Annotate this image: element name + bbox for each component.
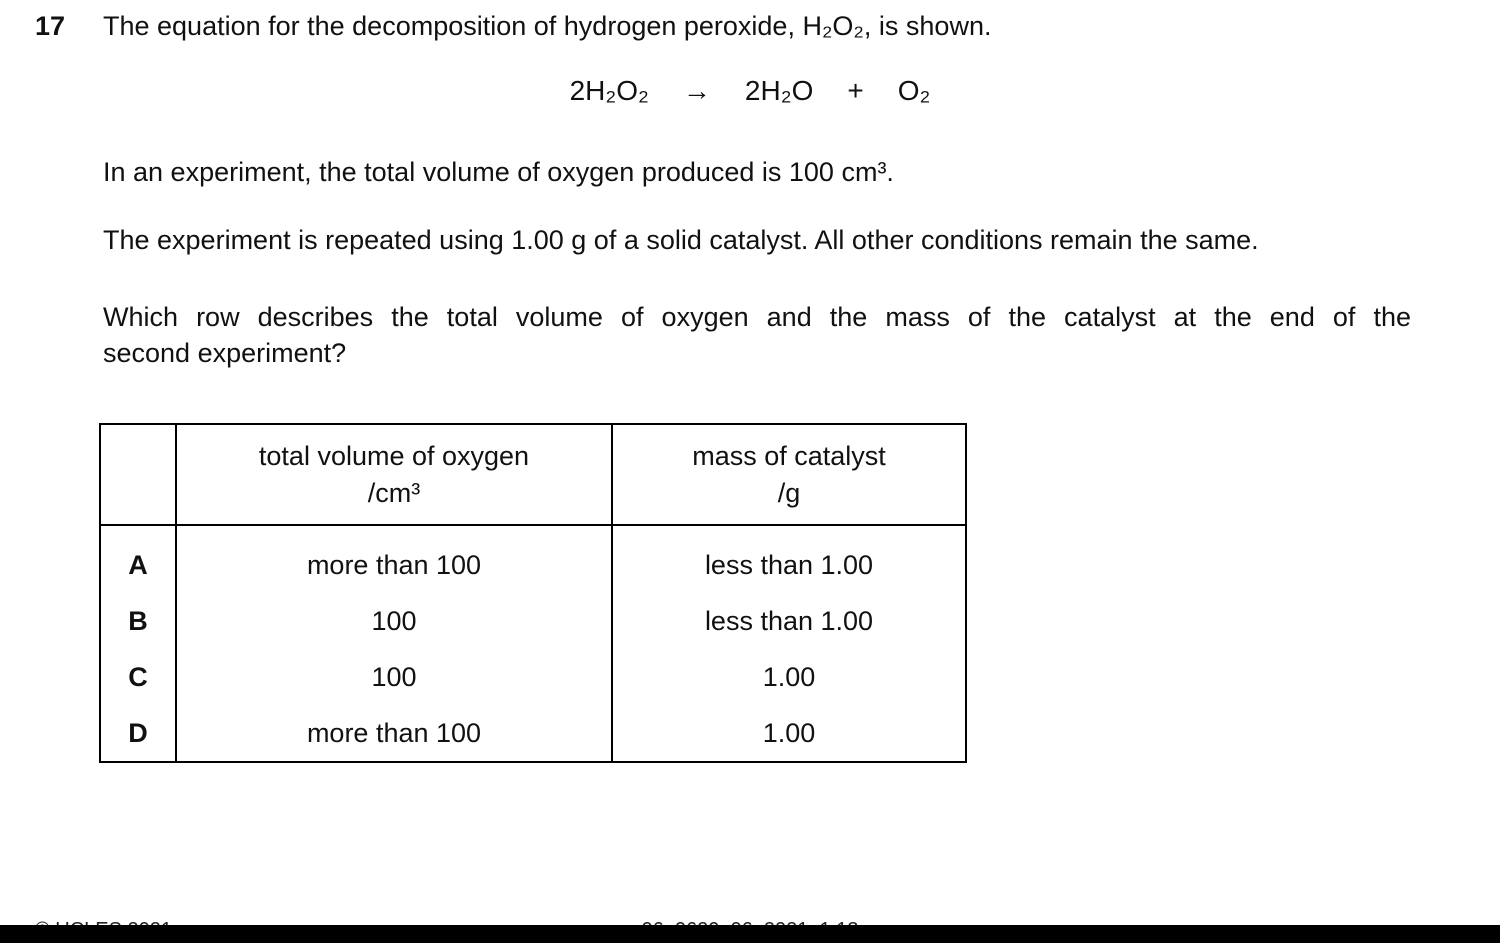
mass-values-column	[613, 526, 965, 761]
mass-value-d: 1.00	[762, 717, 816, 748]
option-letter-a: A	[128, 549, 148, 580]
header-volume-cell	[177, 425, 613, 524]
redaction-bar	[0, 925, 1500, 943]
reaction-arrow: →	[682, 75, 711, 106]
volume-value-c: 100	[371, 661, 417, 692]
table-header-row	[101, 425, 965, 526]
header-mass-unit: /g	[777, 477, 801, 508]
header-mass-cell	[613, 425, 965, 524]
option-letter-b: B	[128, 605, 148, 636]
equation-product-oxygen: O₂	[897, 75, 931, 106]
answer-options-table	[99, 423, 967, 763]
header-mass-label: mass of catalyst	[692, 440, 886, 471]
option-letter-c: C	[128, 661, 148, 692]
header-empty-cell	[101, 425, 177, 524]
option-letter-d: D	[128, 717, 148, 748]
question-prompt-line2: second experiment?	[103, 338, 347, 368]
volume-values-column	[177, 526, 613, 761]
option-letter-column	[101, 526, 177, 761]
chemical-equation	[0, 72, 1500, 110]
question-number: 17	[35, 11, 66, 41]
header-volume-label: total volume of oxygen	[258, 440, 530, 471]
question-intro-text: The equation for the decomposition of hydrogen peroxide, H₂O₂, is shown.	[103, 11, 992, 41]
repeat-statement: The experiment is repeated using 1.00 g of a solid catalyst. All other conditions remain the same.	[103, 225, 1259, 255]
mass-value-a: less than 1.00	[704, 549, 874, 580]
volume-value-b: 100	[371, 605, 417, 636]
mass-value-c: 1.00	[762, 661, 816, 692]
volume-value-d: more than 100	[306, 717, 482, 748]
mass-value-b: less than 1.00	[704, 605, 874, 636]
experiment-statement: In an experiment, the total volume of oxygen produced is 100 cm³.	[103, 157, 894, 187]
equation-reactant: 2H₂O₂	[569, 75, 649, 106]
volume-value-a: more than 100	[306, 549, 482, 580]
question-prompt-line1: Which row describes the total volume of oxygen and the mass of the catalyst at the end of the	[103, 302, 1411, 332]
equation-product-water: 2H₂O	[744, 75, 814, 106]
table-body	[101, 526, 965, 761]
equation-plus-sign: +	[847, 75, 864, 106]
header-volume-unit: /cm³	[367, 477, 421, 508]
